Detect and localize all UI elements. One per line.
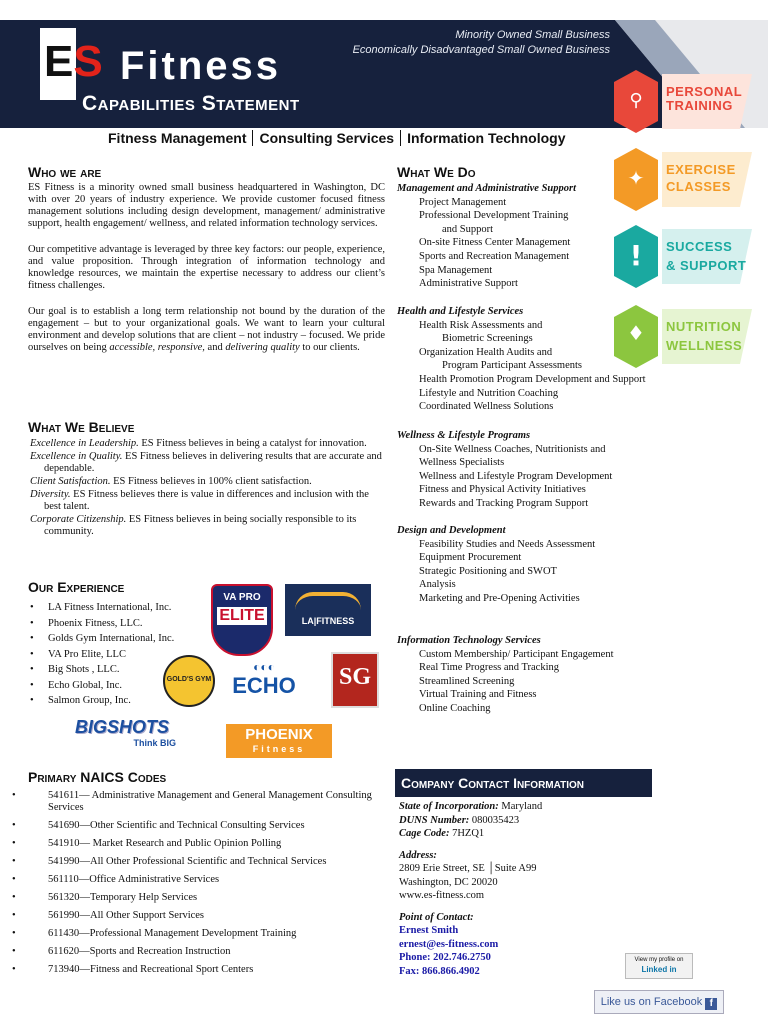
contact-heading: Company Contact Information — [395, 769, 652, 797]
header-tagline: Minority Owned Small Business Economically Disadvantaged Small Owned Business — [352, 29, 610, 56]
list-item: • 611430—Professional Management Development Training — [30, 928, 385, 940]
services-bar: Fitness Management Consulting Services Information Technology — [108, 130, 566, 146]
echo-logo: ◐◐◐ ECHO — [232, 660, 296, 698]
va-pro-elite-logo: VA PRO ELITE — [211, 584, 273, 656]
naics-heading: Primary NAICS Codes — [28, 769, 167, 785]
la-fitness-logo: LA|FITNESS — [285, 584, 371, 636]
badge-nutrition-wellness: ♦ NUTRITION WELLNESS — [612, 305, 752, 368]
who-we-are-text: ES Fitness is a minority owned small business headquartered in Washington, DC with over 20 years of industry experience. We provide customer focused fitness management solutions including design development, management/ administrative support, health engagement/ wellness, and related information technology services. Our competitive advantage is leveraged by three key factors: our people, experience, and value proposition. Through integration of information technology and knowledge resources, we maintain the expertise necessary to address our client’s fitness challenges. Our goal is to establish a long term relationship not bound by the duration of the engagement – but to your organizational goals. We want to learn your cultural environment and develop solutions that are client – not industry – focused. We pride ourselves on being accessible, responsive, and delivering quality to our clients. — [28, 182, 385, 353]
list-item: • 541611— Administrative Management and General Management Consulting Services — [30, 790, 385, 814]
list-item: • LA Fitness International, Inc. — [30, 600, 174, 616]
list-item: • 541690—Other Scientific and Technical Consulting Services — [30, 820, 385, 832]
phoenix-fitness-logo: PHOENIX Fitness — [226, 724, 332, 758]
experience-list — [30, 600, 174, 709]
contact-info: State of Incorporation: Maryland DUNS Number: 080035423 Cage Code: 7HZQ1 Address: 2809 Erie Street, SE │Suite A99 Washington, DC 20020 www.es-fitness.com Point of Contact: Ernest Smith ernest@es-fitness.com Phone: 202.746.2750 Fax: 866.866.4902 — [399, 800, 699, 978]
what-we-believe-heading: What We Believe — [28, 419, 135, 435]
linkedin-profile-button[interactable]: View my profile on Linked in — [625, 953, 693, 979]
list-item: • 561320—Temporary Help Services — [30, 892, 385, 904]
email-link[interactable]: ernest@es-fitness.com — [399, 938, 499, 950]
belief-item: Excellence in Quality. ES Fitness believes in delivering results that are accurate and dependable. — [30, 451, 382, 474]
exclamation-icon: ! — [629, 239, 643, 272]
list-item: • 561110—Office Administrative Services — [30, 874, 385, 886]
list-item: • 541910— Market Research and Public Opinion Polling — [30, 838, 385, 850]
list-item: • 541990—All Other Professional Scientific and Technical Services — [30, 856, 385, 868]
facebook-icon: f — [705, 998, 717, 1010]
big-shots-logo: BIGSHOTS Think BIG — [74, 717, 176, 748]
logo-wordmark: Fitness — [120, 44, 282, 88]
salmon-group-logo: SG — [331, 652, 379, 708]
who-we-are-heading: Who we are — [28, 164, 102, 180]
list-item: • Big Shots , LLC. — [30, 662, 174, 678]
website-link[interactable]: www.es-fitness.com — [399, 890, 485, 901]
facebook-like-button[interactable]: Like us on Facebook f — [594, 990, 724, 1014]
golds-gym-logo: GOLD'S GYM — [163, 655, 215, 707]
list-item: • Golds Gym International, Inc. — [30, 631, 174, 647]
list-item: • Phoenix Fitness, LLC. — [30, 616, 174, 632]
runner-icon: ✦ — [627, 166, 645, 190]
list-item: • 713940—Fitness and Recreational Sport Centers — [30, 964, 385, 976]
carrot-icon: ♦ — [627, 321, 645, 345]
belief-item: Excellence in Leadership. ES Fitness believes in being a catalyst for innovation. — [30, 438, 367, 449]
badge-success-support: ! SUCCESS & SUPPORT — [612, 225, 752, 288]
our-experience-heading: Our Experience — [28, 579, 125, 595]
service-group-health: Health and Lifestyle Services Health Risk Assessments and Biometric Screenings Organization Health Audits and Program Participant Assessments Health Promotion Program Development and Support Lifestyle and Nutrition Coaching Coordinated Wellness Solutions — [397, 306, 646, 413]
logo-mark: ES — [44, 37, 103, 86]
list-item: • VA Pro Elite, LLC — [30, 647, 174, 663]
list-item: • 561990—All Other Support Services — [30, 910, 385, 922]
service-group-management: Management and Administrative Support Project Management Professional Development Training and Support On-site Fitness Center Management Sports and Recreation Management Spa Management Administrative Support — [397, 183, 577, 290]
service-group-wellness: Wellness & Lifestyle Programs On-Site Wellness Coaches, Nutritionists and Wellness Specialists Wellness and Lifestyle Program Development Fitness and Physical Activity Initiatives Rewards and Tracking Program Support — [397, 430, 613, 509]
page-title: Capabilities Statement — [82, 92, 300, 115]
list-item: • Echo Global, Inc. — [30, 678, 174, 694]
service-group-it: Information Technology Services Custom Membership/ Participant Engagement Real Time Progress and Tracking Streamlined Screening Virtual Training and Fitness Online Coaching — [397, 635, 614, 714]
belief-item: Client Satisfaction. ES Fitness believes in 100% client satisfaction. — [30, 476, 312, 487]
badge-personal-training: ⚲ PERSONAL TRAINING — [612, 70, 752, 133]
badge-exercise-classes: ✦ EXERCISE CLASSES — [612, 148, 752, 211]
list-item: • Salmon Group, Inc. — [30, 693, 174, 709]
list-item: • 611620—Sports and Recreation Instruction — [30, 946, 385, 958]
service-group-design: Design and Development Feasibility Studies and Needs Assessment Equipment Procurement Strategic Positioning and SWOT Analysis Marketing and Pre-Opening Activities — [397, 525, 596, 604]
beliefs-list — [30, 438, 385, 539]
weightlifter-icon: ⚲ — [629, 90, 643, 111]
naics-list — [30, 790, 385, 982]
belief-item: Diversity. ES Fitness believes there is value in differences and inclusion with the best talent. — [30, 489, 369, 512]
belief-item: Corporate Citizenship. ES Fitness believes in being socially responsible to its community. — [30, 514, 357, 537]
what-we-do-heading: What We Do — [397, 164, 476, 180]
